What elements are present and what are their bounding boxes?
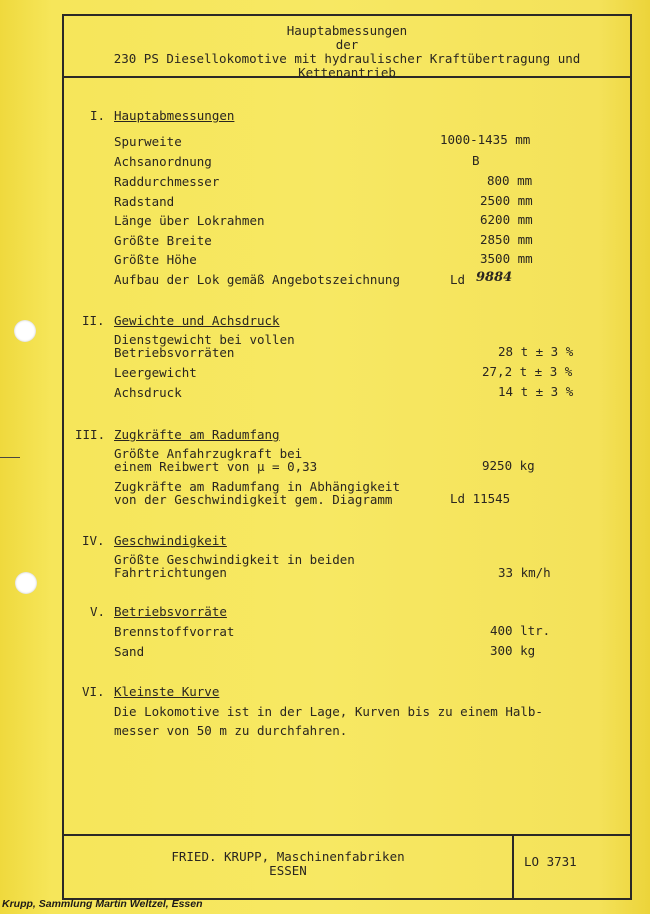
row-value: 14 t ± 3 % [498,384,574,399]
section-1-title: Hauptabmessungen [114,108,235,123]
curve-text-line-1: Die Lokomotive ist in der Lage, Kurven bis zu einem Halb- [114,704,543,719]
punch-hole-top [14,320,36,342]
row-value: 3500 mm [480,251,533,266]
curve-text-line-2: messer von 50 m zu durchfahren. [114,723,348,738]
row-label: Leergewicht [114,365,197,380]
section-2-title: Gewichte und Achsdruck [114,313,280,328]
section-3-title: Zugkräfte am Radumfang [114,427,280,442]
row-label: Größte Geschwindigkeit in beiden [114,552,355,567]
header-line-1: Hauptabmessungen [286,23,408,38]
row-value: 9250 kg [482,458,535,473]
row-value: 27,2 t ± 3 % [482,364,573,379]
row-label: Größte Breite [114,233,212,248]
row-label: Spurweite [114,134,182,149]
section-6-number: VI. [82,684,105,699]
row-label: Betriebsvorräten [114,345,235,360]
section-3-number: III. [75,427,106,442]
row-value: 28 t ± 3 % [498,344,574,359]
section-5-number: V. [90,604,106,619]
row-label: Fahrtrichtungen [114,565,227,580]
drawing-prefix: Ld [450,272,466,287]
row-label: Brennstoffvorrat [114,624,235,639]
header-line-4: Kettenantrieb [298,65,396,80]
section-6-title: Kleinste Kurve [114,684,220,699]
section-1-number: I. [90,108,106,123]
row-value: 300 kg [490,643,536,658]
row-label: einem Reibwert von μ = 0,33 [114,459,318,474]
row-label: Raddurchmesser [114,174,220,189]
header-line-2: der [335,37,359,52]
punch-hole-bottom [15,572,37,594]
row-value: 1000-1435 mm [440,132,531,147]
footer-doc-number: LO 3731 [524,854,577,869]
section-4-number: IV. [82,533,105,548]
document-footer [64,834,630,898]
row-value: 33 km/h [498,565,551,580]
row-label: Radstand [114,194,175,209]
footer-company [64,836,514,898]
drawing-number-handwritten: 9884 [476,270,513,285]
header-line-3: 230 PS Diesellokomotive mit hydraulischer Kraftübertragung und [113,51,581,66]
row-label: Größte Anfahrzugkraft bei [114,446,303,461]
section-4-title: Geschwindigkeit [114,533,227,548]
document-header [64,16,630,78]
archive-credit: Krupp, Sammlung Martin Weltzel, Essen [2,898,203,910]
row-label: von der Geschwindigkeit gem. Diagramm [114,492,393,507]
row-value: 2500 mm [480,193,533,208]
row-value: 6200 mm [480,212,533,227]
row-label: Zugkräfte am Radumfang in Abhängigkeit [114,479,400,494]
row-value: 400 ltr. [490,623,551,638]
section-5-title: Betriebsvorräte [114,604,227,619]
footer-company-line-2: ESSEN [269,863,307,878]
footer-company-line-1: FRIED. KRUPP, Maschinenfabriken [171,849,405,864]
row-label: Achsdruck [114,385,182,400]
fold-mark [0,457,20,458]
row-value: B [472,153,480,168]
row-value: 2850 mm [480,232,533,247]
row-label: Achsanordnung [114,154,212,169]
row-label: Größte Höhe [114,252,197,267]
row-value: Ld 11545 [450,491,511,506]
row-value: 800 mm [487,173,533,188]
row-label: Dienstgewicht bei vollen [114,332,295,347]
row-label: Sand [114,644,145,659]
section-2-number: II. [82,313,105,328]
row-label: Länge über Lokrahmen [114,213,265,228]
row-label: Aufbau der Lok gemäß Angebotszeichnung [114,272,400,287]
